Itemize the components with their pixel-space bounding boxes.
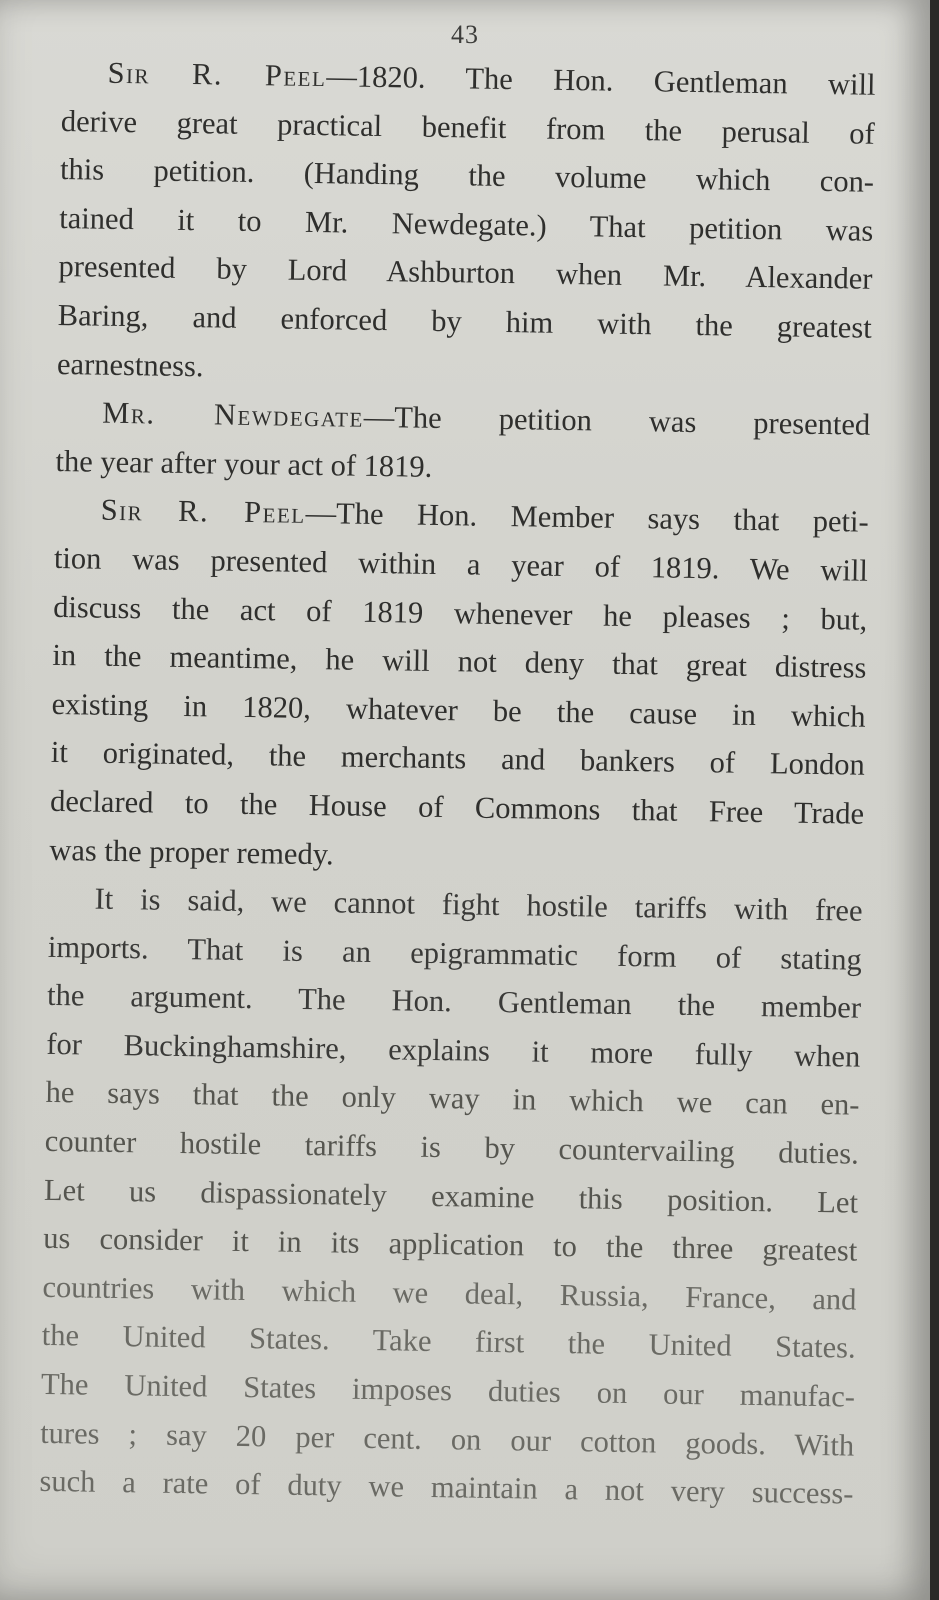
text-line: discuss the act of 1819 whenever he pleases ; but,	[52, 589, 868, 637]
text-line: this petition. (Handing the volume which con-	[59, 152, 875, 199]
page-text	[39, 48, 876, 1518]
page-number: 43	[451, 20, 479, 49]
text-line: counter hostile tariffs is by countervailing duties.	[44, 1123, 859, 1171]
text-line: imports. That is an epigrammatic form of stating	[47, 929, 863, 977]
text-line: he says that the only way in which we can en-	[45, 1075, 860, 1123]
text-line: the year after your act of 1819.	[55, 443, 433, 484]
text-line: the argument. The Hon. Gentleman the member	[46, 978, 862, 1025]
text-line: us consider it in its application to the three greatest	[43, 1221, 858, 1268]
text-line: existing in 1820, whatever be the cause in which	[51, 686, 866, 734]
text-line: Baring, and enforced by him with the greatest	[57, 297, 872, 345]
text-line: tained it to Mr. Newdegate.) That petition was	[59, 200, 874, 248]
text-line: such a rate of duty we maintain a not very success-	[39, 1464, 854, 1511]
speaker-name: Mr. Newdegate	[102, 395, 365, 434]
text-line: tion was presented within a year of 1819. We will	[53, 540, 869, 588]
text-line: It is said, we cannot fight hostile tariffs with free	[94, 881, 863, 928]
speaker-name: Sir R. Peel	[107, 55, 327, 94]
speaker-name: Sir R. Peel	[100, 493, 306, 531]
text-line: declared to the House of Commons that Free Trade	[49, 783, 865, 831]
text-line: countries with which we deal, Russia, France, and	[42, 1269, 857, 1317]
text-line: tures ; say 20 per cent. on our cotton goods. With	[39, 1415, 855, 1463]
line-text: —1820. The Hon. Gentleman will	[326, 59, 876, 102]
text-line: earnestness.	[56, 346, 204, 383]
line-text: —The Hon. Member says that peti-	[305, 496, 869, 540]
text-line: was the proper remedy.	[49, 832, 334, 871]
text-line: it originated, the merchants and bankers of London	[50, 735, 866, 783]
text-line: in the meantime, he will not deny that great distress	[52, 638, 867, 685]
text-line: the United States. Take first the United States.	[41, 1318, 856, 1366]
text-line: Let us dispassionately examine this position. Let	[43, 1172, 859, 1220]
text-line: for Buckinghamshire, explains it more fully when	[46, 1026, 861, 1074]
text-line: The United States imposes duties on our manufac-	[40, 1366, 856, 1414]
line-text: —The petition was presented	[363, 399, 871, 442]
text-line: presented by Lord Ashburton when Mr. Alexander	[58, 249, 873, 297]
text-line: derive great practical benefit from the perusal of	[60, 103, 876, 151]
